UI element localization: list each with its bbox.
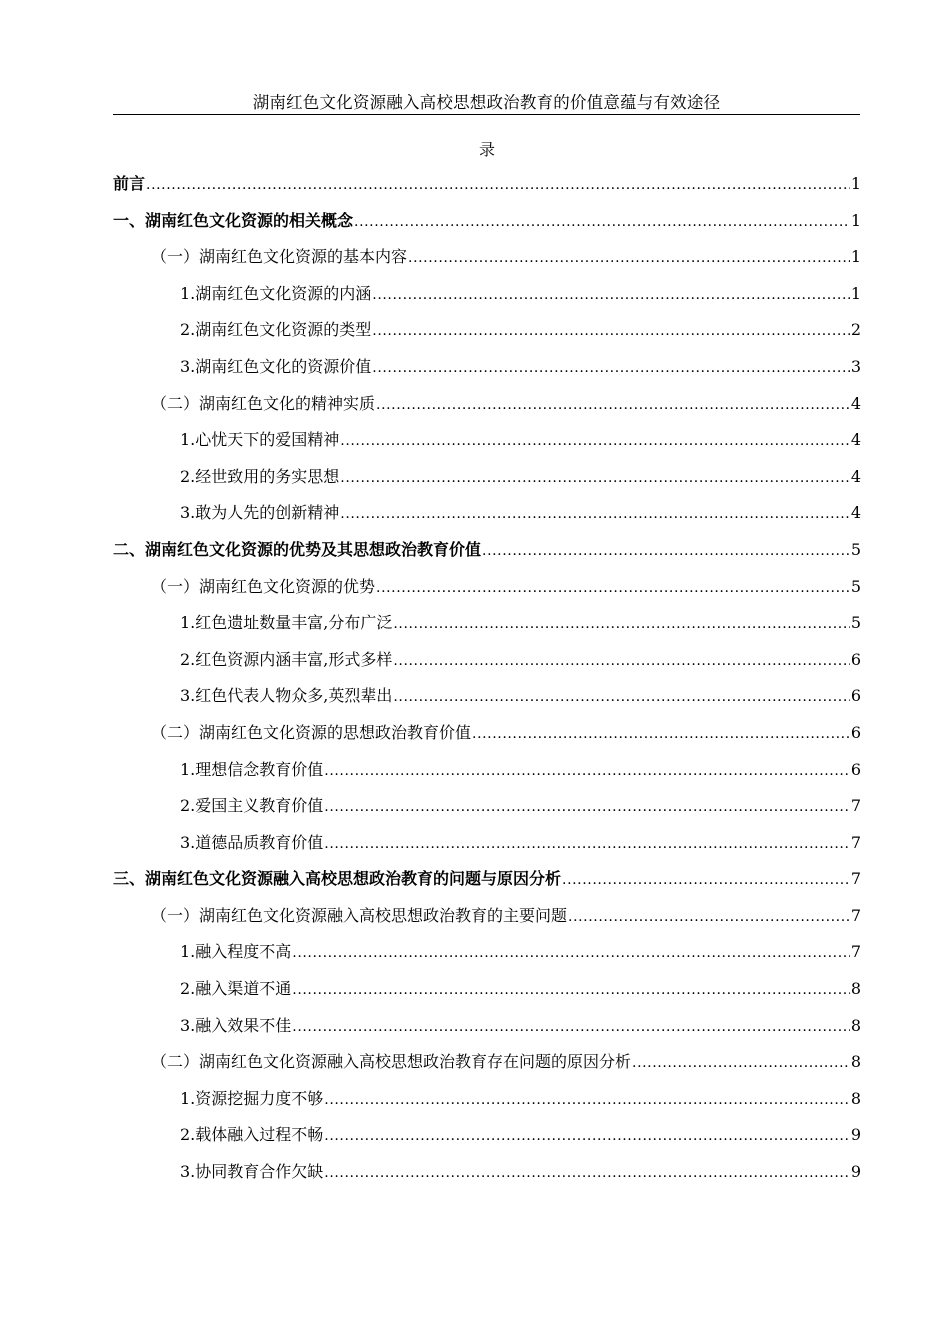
toc-entry[interactable] xyxy=(113,538,861,575)
toc-page-number: 7 xyxy=(850,869,861,889)
toc-page-number: 7 xyxy=(850,905,861,925)
toc-entry[interactable] xyxy=(113,1160,861,1197)
toc-entry[interactable] xyxy=(113,392,861,429)
toc-entry-title: 前言 xyxy=(113,174,146,193)
dot-leader xyxy=(324,795,850,819)
toc-entry[interactable] xyxy=(113,721,861,758)
toc-page-number: 9 xyxy=(850,1125,861,1145)
toc-entry-title: 1.资源挖掘力度不够 xyxy=(180,1088,324,1108)
dot-leader xyxy=(324,1124,850,1148)
dot-leader xyxy=(408,246,850,270)
dot-leader xyxy=(292,978,850,1002)
toc-entry[interactable] xyxy=(113,977,861,1014)
toc-entry[interactable] xyxy=(113,465,861,502)
table-of-contents xyxy=(113,172,861,1197)
toc-page-number: 5 xyxy=(850,539,861,559)
toc-entry[interactable] xyxy=(113,282,861,319)
dot-leader xyxy=(472,722,850,746)
dot-leader xyxy=(292,941,850,965)
dot-leader xyxy=(393,612,849,636)
toc-entry[interactable] xyxy=(113,209,861,246)
toc-entry[interactable] xyxy=(113,940,861,977)
dot-leader xyxy=(324,1161,850,1185)
dot-leader xyxy=(146,173,850,197)
toc-page-number: 5 xyxy=(850,613,861,633)
toc-entry-title: 1.融入程度不高 xyxy=(180,942,292,962)
toc-page-number: 4 xyxy=(850,430,861,450)
toc-entry[interactable] xyxy=(113,318,861,355)
toc-page-number: 7 xyxy=(850,942,861,962)
toc-entry-title: 2.融入渠道不通 xyxy=(180,979,292,999)
toc-entry[interactable] xyxy=(113,611,861,648)
toc-page-number: 8 xyxy=(850,1088,861,1108)
toc-entry[interactable] xyxy=(113,1087,861,1124)
toc-heading: 录 xyxy=(478,140,495,159)
toc-page-number: 4 xyxy=(850,466,861,486)
toc-entry-title: 3.融入效果不佳 xyxy=(180,1015,292,1035)
toc-entry[interactable] xyxy=(113,904,861,941)
toc-entry[interactable] xyxy=(113,648,861,685)
dot-leader xyxy=(376,576,850,600)
toc-entry-title: 3.湖南红色文化的资源价值 xyxy=(180,356,372,376)
toc-entry-title: 1.湖南红色文化资源的内涵 xyxy=(180,283,372,303)
toc-entry[interactable] xyxy=(113,867,861,904)
toc-entry-title: （二）湖南红色文化资源融入高校思想政治教育存在问题的原因分析 xyxy=(151,1052,632,1072)
toc-page-number: 4 xyxy=(850,393,861,413)
toc-entry-title: 三、湖南红色文化资源融入高校思想政治教育的问题与原因分析 xyxy=(113,869,562,889)
dot-leader xyxy=(568,905,850,929)
toc-page-number: 1 xyxy=(850,283,861,303)
toc-page-number: 1 xyxy=(850,210,861,230)
dot-leader xyxy=(324,1088,850,1112)
dot-leader xyxy=(372,356,850,380)
toc-entry[interactable] xyxy=(113,428,861,465)
toc-entry-title: 2.爱国主义教育价值 xyxy=(180,796,324,816)
dot-leader xyxy=(393,649,849,673)
toc-entry-title: 二、湖南红色文化资源的优势及其思想政治教育价值 xyxy=(113,539,482,559)
toc-entry-title: 1.理想信念教育价值 xyxy=(180,759,324,779)
toc-entry-title: 3.道德品质教育价值 xyxy=(180,832,324,852)
dot-leader xyxy=(354,210,850,234)
toc-page-number: 8 xyxy=(850,1052,861,1072)
toc-entry-title: （一）湖南红色文化资源的基本内容 xyxy=(151,247,408,267)
dot-leader xyxy=(292,1015,850,1039)
toc-page-number: 9 xyxy=(850,1162,861,1182)
dot-leader xyxy=(632,1051,850,1075)
toc-entry-title: 2.载体融入过程不畅 xyxy=(180,1125,324,1145)
toc-page-number: 1 xyxy=(850,174,861,193)
toc-entry-title: （一）湖南红色文化资源的优势 xyxy=(151,576,376,596)
dot-leader xyxy=(340,502,850,526)
toc-entry[interactable] xyxy=(113,501,861,538)
toc-page-number: 4 xyxy=(850,503,861,523)
dot-leader xyxy=(372,283,850,307)
toc-entry-title: （一）湖南红色文化资源融入高校思想政治教育的主要问题 xyxy=(151,905,568,925)
toc-entry[interactable] xyxy=(113,1123,861,1160)
toc-entry[interactable] xyxy=(113,1014,861,1051)
toc-entry[interactable] xyxy=(113,575,861,612)
toc-entry[interactable] xyxy=(113,794,861,831)
toc-entry[interactable] xyxy=(113,245,861,282)
dot-leader xyxy=(482,539,850,563)
dot-leader xyxy=(340,429,850,453)
dot-leader xyxy=(372,319,850,343)
toc-entry-title: 1.红色遗址数量丰富,分布广泛 xyxy=(180,613,393,633)
dot-leader xyxy=(393,685,849,709)
toc-page-number: 6 xyxy=(850,686,861,706)
dot-leader xyxy=(376,393,850,417)
toc-page-number: 6 xyxy=(850,759,861,779)
toc-entry[interactable] xyxy=(113,758,861,795)
dot-leader xyxy=(562,868,850,892)
toc-page-number: 6 xyxy=(850,722,861,742)
toc-page-number: 2 xyxy=(850,320,861,340)
toc-entry-title: 3.红色代表人物众多,英烈辈出 xyxy=(180,686,393,706)
toc-page-number: 7 xyxy=(850,796,861,816)
dot-leader xyxy=(324,759,850,783)
toc-entry-title: （二）湖南红色文化的精神实质 xyxy=(151,393,376,413)
dot-leader xyxy=(324,832,850,856)
page-header: 湖南红色文化资源融入高校思想政治教育的价值意蕴与有效途径 xyxy=(113,92,860,115)
toc-page-number: 7 xyxy=(850,832,861,852)
toc-entry[interactable] xyxy=(113,684,861,721)
toc-entry[interactable] xyxy=(113,355,861,392)
toc-entry-title: 一、湖南红色文化资源的相关概念 xyxy=(113,210,354,230)
toc-entry-title: 2.经世致用的务实思想 xyxy=(180,466,340,486)
toc-entry[interactable] xyxy=(113,831,861,868)
toc-page-number: 5 xyxy=(850,576,861,596)
toc-entry-title: 2.湖南红色文化资源的类型 xyxy=(180,320,372,340)
toc-entry[interactable] xyxy=(113,1050,861,1087)
toc-page-number: 8 xyxy=(850,979,861,999)
toc-entry-title: （二）湖南红色文化资源的思想政治教育价值 xyxy=(151,722,472,742)
toc-entry-title: 3.协同教育合作欠缺 xyxy=(180,1162,324,1182)
toc-entry[interactable] xyxy=(113,172,861,209)
toc-page-number: 3 xyxy=(850,356,861,376)
toc-entry-title: 1.心忧天下的爱国精神 xyxy=(180,430,340,450)
toc-page-number: 8 xyxy=(850,1015,861,1035)
toc-page-number: 1 xyxy=(850,247,861,267)
toc-entry-title: 2.红色资源内涵丰富,形式多样 xyxy=(180,649,393,669)
toc-entry-title: 3.敢为人先的创新精神 xyxy=(180,503,340,523)
dot-leader xyxy=(340,466,850,490)
toc-page-number: 6 xyxy=(850,649,861,669)
